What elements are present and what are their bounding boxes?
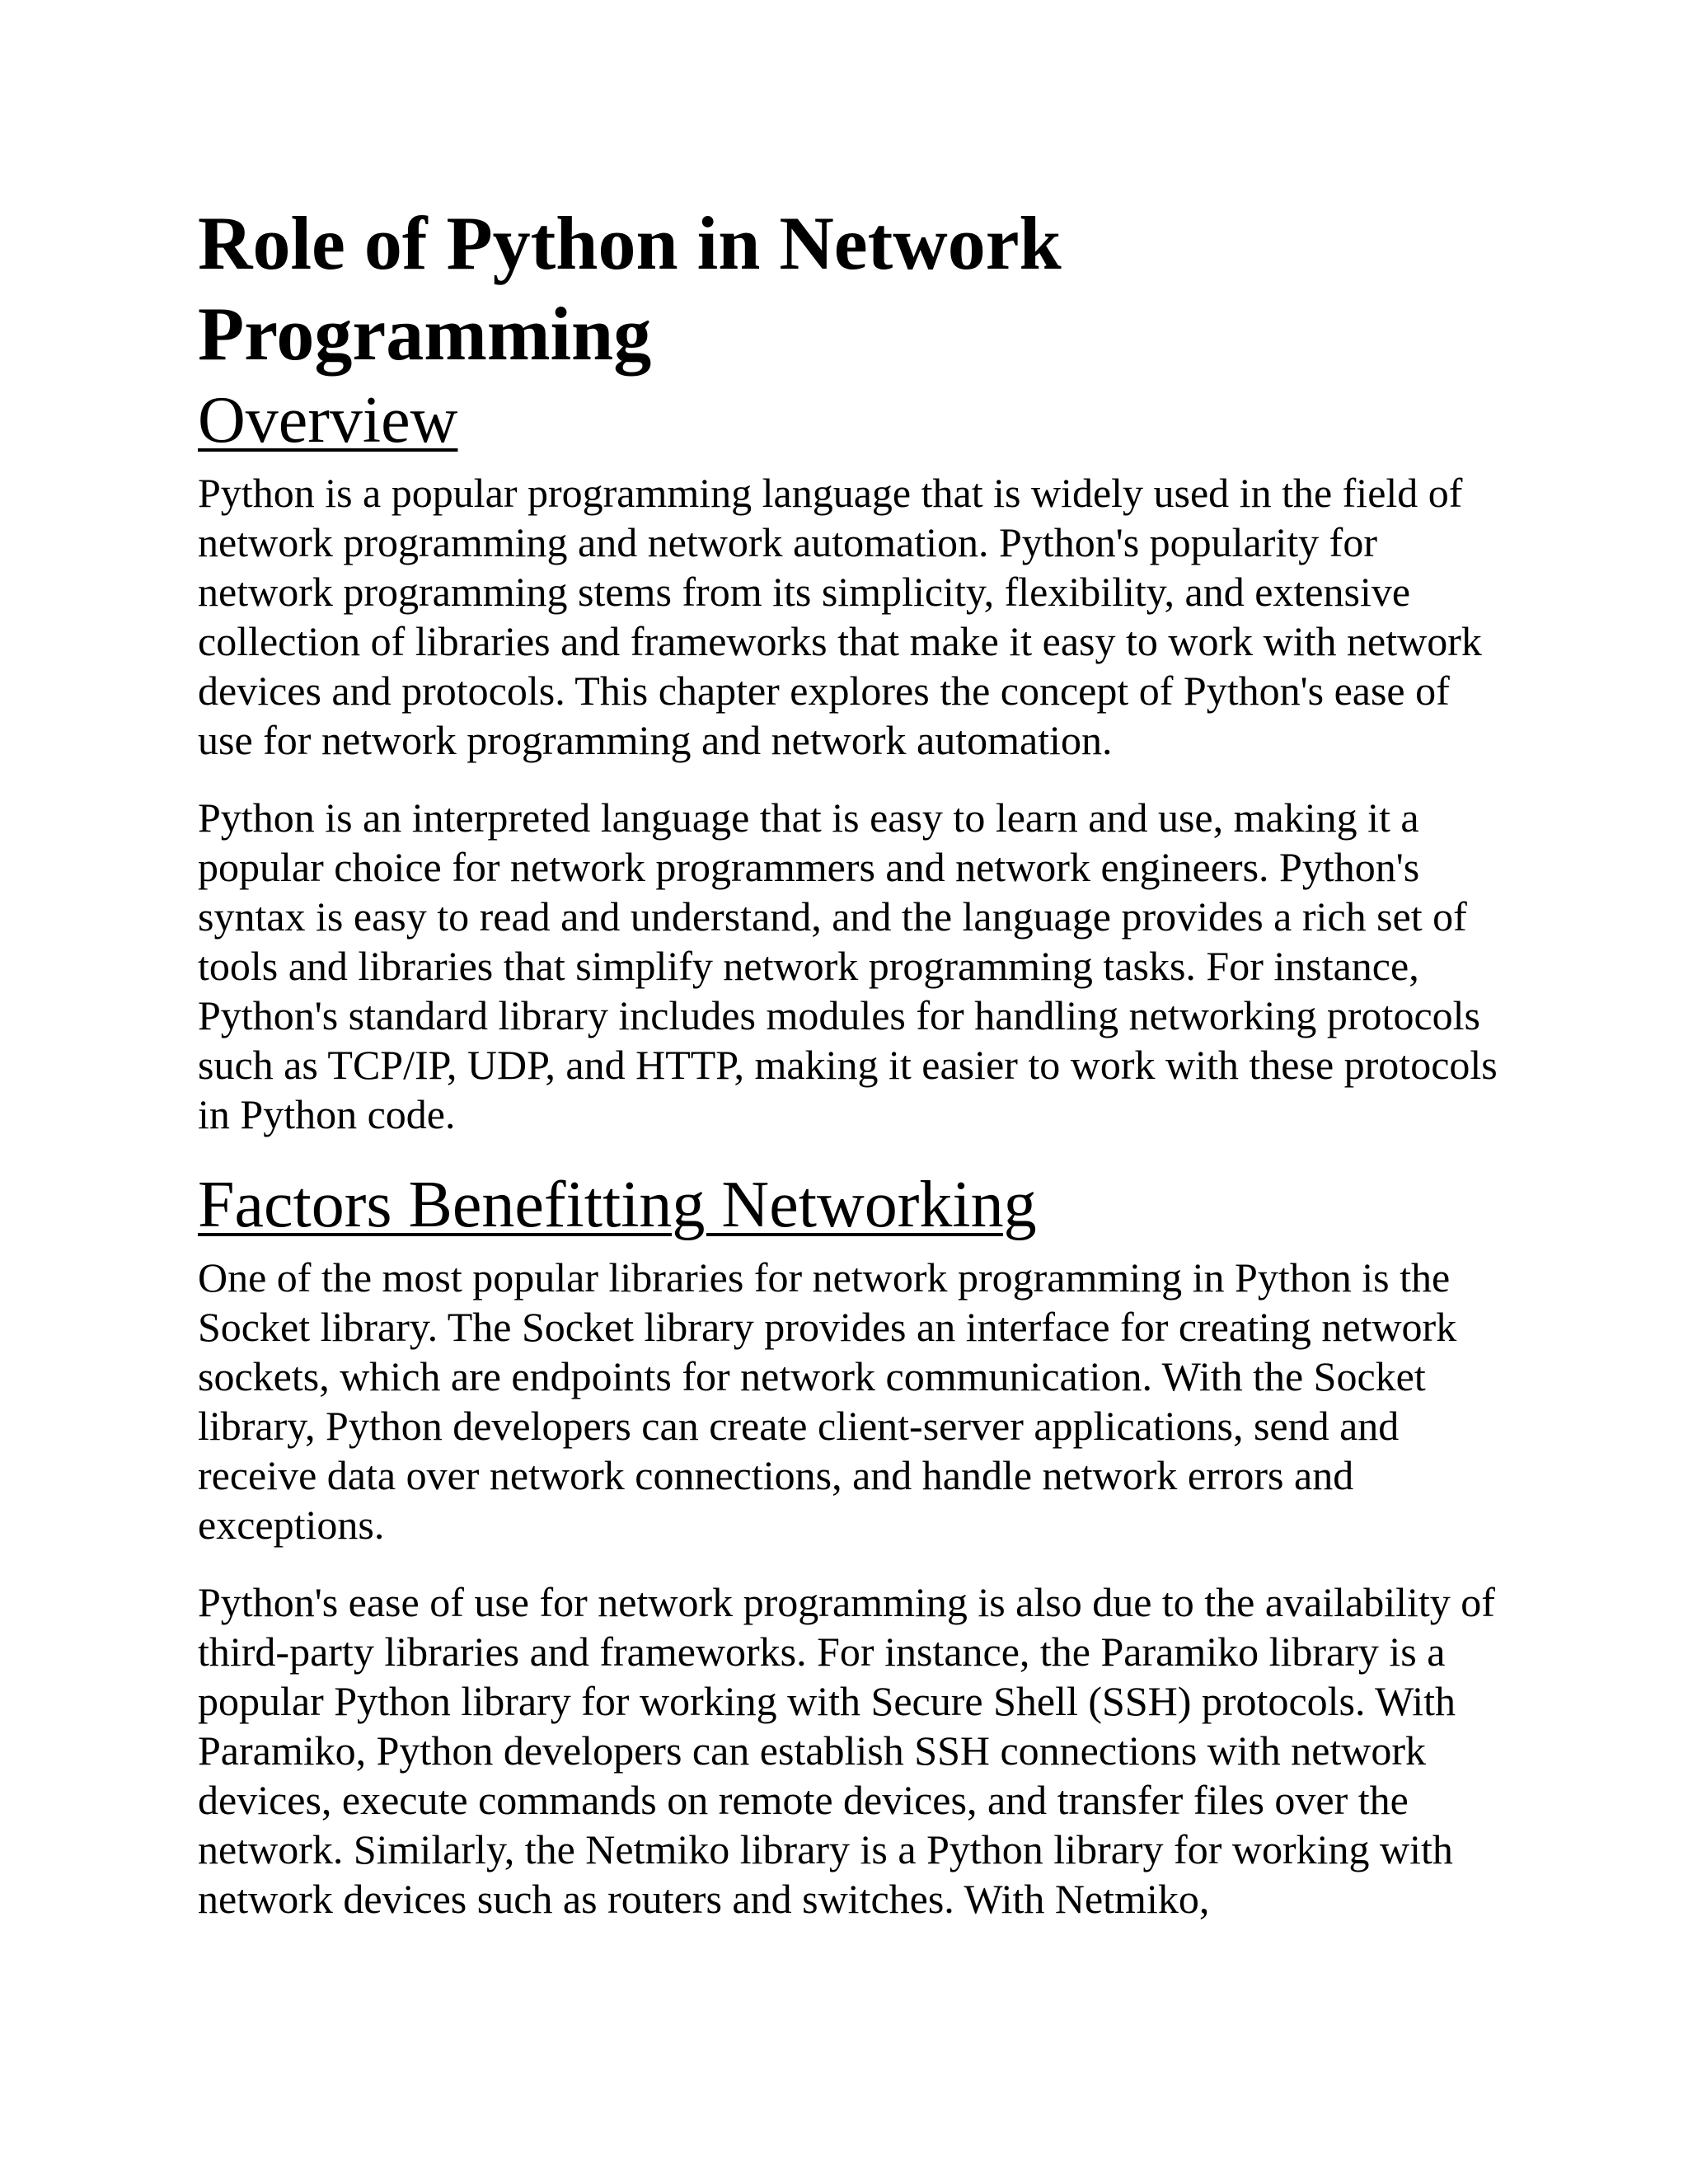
section-heading-factors: Factors Benefitting Networking	[198, 1169, 1037, 1241]
paragraph: Python is a popular programming language that is widely used in the field of network programming and network automation. Python's popularity for network programming stems from its simplicity, flexibility, and extensive collection of libraries and frameworks that make it easy to work with network devices and protocols. This chapter explores the concept of Python's ease of use for network programming and network automation.	[198, 470, 1482, 763]
paragraph: Python is an interpreted language that is easy to learn and use, making it a popular choice for network programmers and network engineers. Python's syntax is easy to read and understand, and the language provides a rich set of tools and libraries that simplify network programming tasks. For instance, Python's standard library includes modules for handling networking protocols such as TCP/IP, UDP, and HTTP, making it easier to work with these protocols in Python code.	[198, 794, 1498, 1137]
paragraph: Python's ease of use for network programming is also due to the availability of third-party libraries and frameworks. For instance, the Paramiko library is a popular Python library for working with Secure Shell (SSH) protocols. With Paramiko, Python developers can establish SSH connections with network devices, execute commands on remote devices, and transfer files over the network. Similarly, the Netmiko library is a Python library for working with network devices such as routers and switches. With Netmiko,	[198, 1579, 1495, 1922]
section-heading-overview: Overview	[198, 384, 458, 457]
section-factors-benefitting-networking	[198, 1162, 1500, 1924]
section-overview	[198, 377, 1500, 1139]
document-title: Role of Python in Network Programming	[198, 201, 1062, 376]
paragraph: One of the most popular libraries for network programming in Python is the Socket library. The Socket library provides an interface for creating network sockets, which are endpoints for network communication. With the Socket library, Python developers can create client-server applications, send and receive data over network connections, and handle network errors and exceptions.	[198, 1254, 1457, 1548]
document-body	[198, 198, 1500, 1924]
